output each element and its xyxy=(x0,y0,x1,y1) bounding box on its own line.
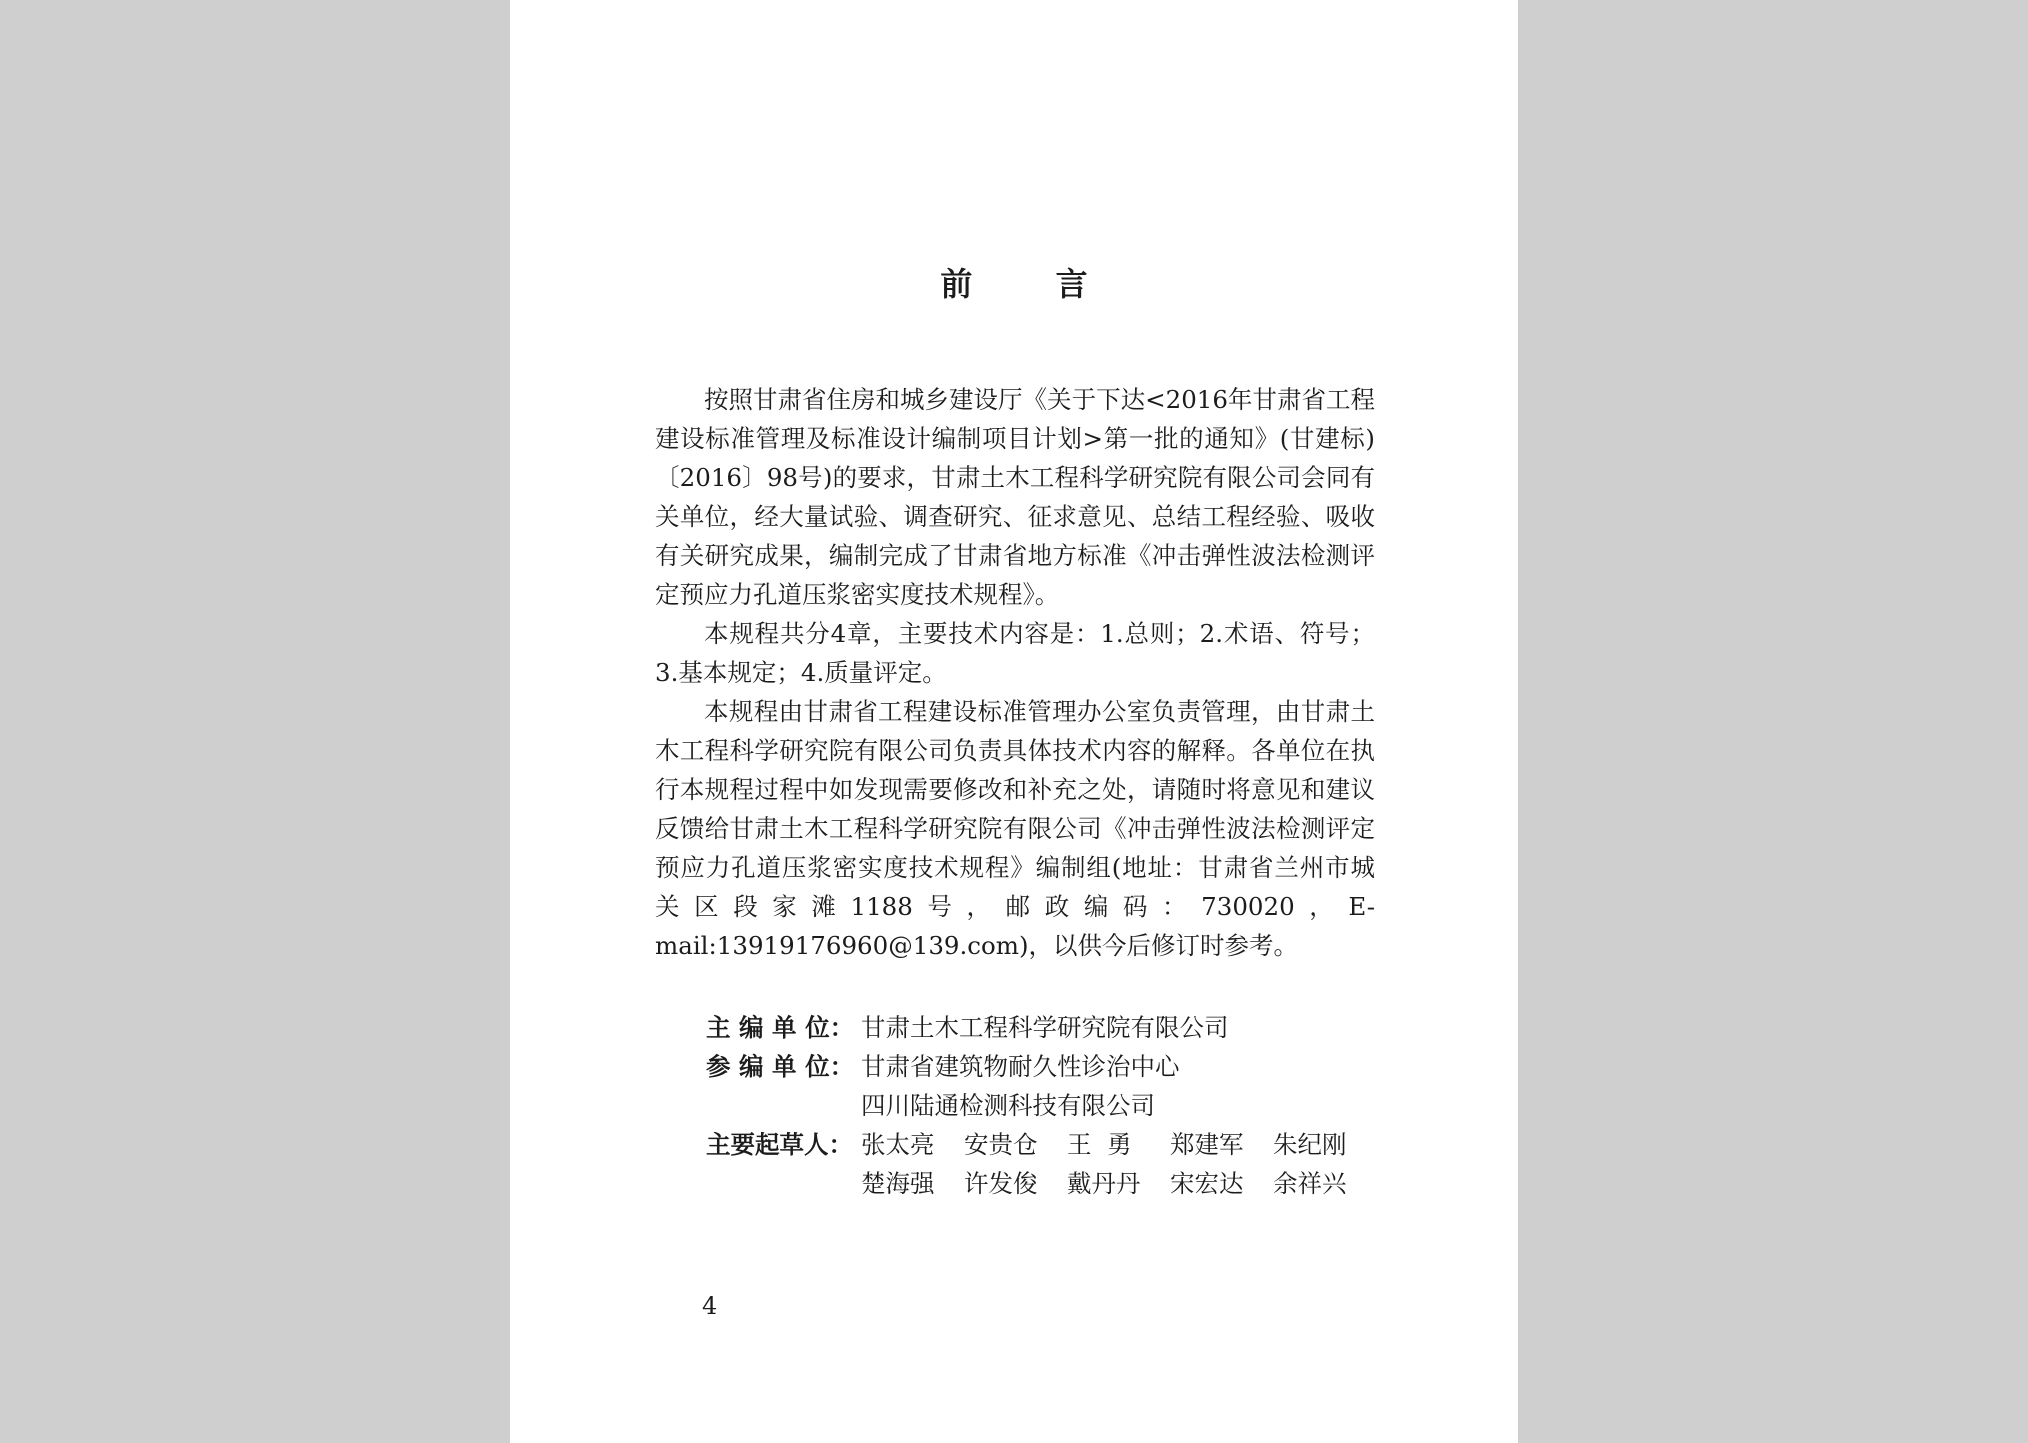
paragraph-contents: 本规程共分4章，主要技术内容是：1.总则；2.术语、符号；3.基本规定；4.质量评定。 xyxy=(655,619,1375,687)
chief-unit-label: 主 编 单 位： xyxy=(706,1013,855,1042)
drafter-name: 安贵仓 xyxy=(964,1130,1038,1159)
drafter-name: 王 勇 xyxy=(1067,1130,1132,1159)
participant-unit: 甘肃省建筑物耐久性诊治中心 xyxy=(861,1052,1180,1081)
chief-unit-value: 甘肃土木工程科学研究院有限公司 xyxy=(861,1013,1229,1042)
page-title: 前 言 xyxy=(940,265,1124,303)
foreword-body xyxy=(655,380,1375,965)
page-number: 4 xyxy=(702,1292,718,1320)
credits-block xyxy=(706,1008,1376,1203)
paragraph-background: 按照甘肃省住房和城乡建设厅《关于下达<2016年甘肃省工程建设标准管理及标准设计编制项目计划>第一批的通知》(甘建标)〔2016〕98号)的要求，甘肃土木工程科学研究院有限公司会同有关单位，经大量试验、调查研究、征求意见、总结工程经验、吸收有关研究成果，编制完成了甘肃省地方标准《冲击弹性波法检测评定预应力孔道压浆密实度技术规程》。 xyxy=(655,385,1375,609)
chief-unit-row xyxy=(706,1008,1376,1047)
drafter-name: 戴丹丹 xyxy=(1067,1169,1141,1198)
drafter-name: 许发俊 xyxy=(964,1169,1038,1198)
drafter-name: 郑建军 xyxy=(1170,1130,1244,1159)
participant-units-label: 参 编 单 位： xyxy=(706,1052,855,1081)
participant-unit: 四川陆通检测科技有限公司 xyxy=(861,1091,1155,1120)
participant-units-row xyxy=(706,1047,1376,1125)
document-page xyxy=(510,0,1518,1443)
paragraph-management: 本规程由甘肃省工程建设标准管理办公室负责管理，由甘肃土木工程科学研究院有限公司负责具体技术内容的解释。各单位在执行本规程过程中如发现需要修改和补充之处，请随时将意见和建议反馈给甘肃土木工程科学研究院有限公司《冲击弹性波法检测评定预应力孔道压浆密实度技术规程》编制组(地址：甘肃省兰州市城关区段家滩1188号，邮政编码：730020，E-mail:13919176960@139.com)，以供今后修订时参考。 xyxy=(655,697,1375,960)
drafter-name: 宋宏达 xyxy=(1170,1169,1244,1198)
drafters-row xyxy=(706,1125,1376,1203)
drafter-name: 张太亮 xyxy=(861,1130,935,1159)
drafter-name: 余祥兴 xyxy=(1273,1169,1347,1198)
drafter-name: 楚海强 xyxy=(861,1169,935,1198)
drafters-label: 主要起草人： xyxy=(706,1130,853,1159)
drafters-list xyxy=(861,1125,1376,1203)
drafter-name: 朱纪刚 xyxy=(1273,1130,1347,1159)
